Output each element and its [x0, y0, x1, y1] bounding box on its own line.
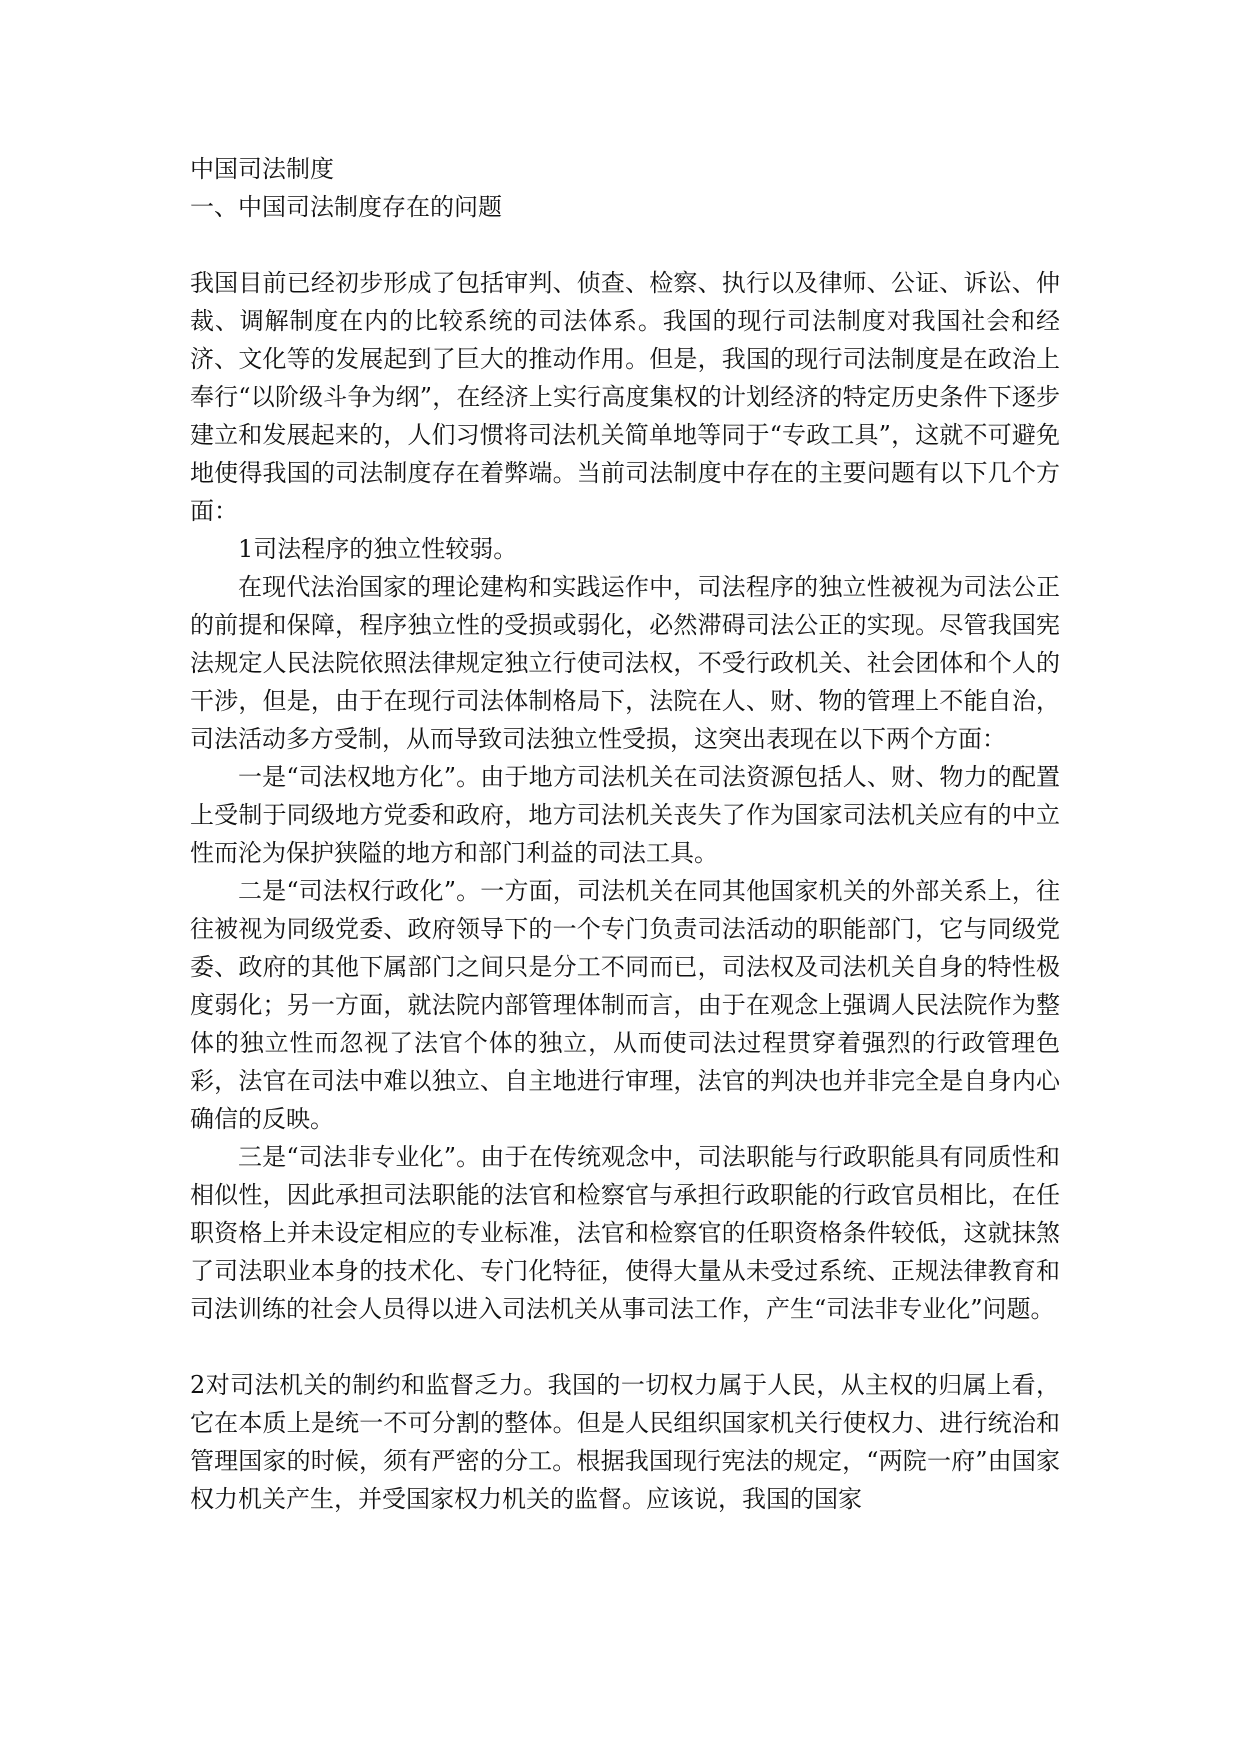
- intro-paragraph: 我国目前已经初步形成了包括审判、侦查、检察、执行以及律师、公证、诉讼、仲裁、调解制度在内的比较系统的司法体系。我国的现行司法制度对我国社会和经济、文化等的发展起到了巨大的推动作用。但是，我国的现行司法制度是在政治上奉行“以阶级斗争为纲”，在经济上实行高度集权的计划经济的特定历史条件下逐步建立和发展起来的，人们习惯将司法机关简单地等同于“专政工具”，这就不可避免地使得我国的司法制度存在着弊端。当前司法制度中存在的主要问题有以下几个方面：: [190, 269, 1060, 525]
- section-heading: 一、中国司法制度存在的问题: [190, 193, 502, 221]
- blank-line: [190, 226, 1060, 264]
- document-title: 中国司法制度: [190, 155, 334, 183]
- paragraph-independence: 在现代法治国家的理论建构和实践运作中，司法程序的独立性被视为司法公正的前提和保障，程序独立性的受损或弱化，必然滞碍司法公正的实现。尽管我国宪法规定人民法院依照法律规定独立行使司法权，不受行政机关、社会团体和个人的干涉，但是，由于在现行司法体制格局下，法院在人、财、物的管理上不能自治，司法活动多方受制，从而导致司法独立性受损，这突出表现在以下两个方面：: [190, 573, 1060, 753]
- paragraph-professionalization: 三是“司法非专业化”。由于在传统观念中，司法职能与行政职能具有同质性和相似性，因此承担司法职能的法官和检察官与承担行政职能的行政官员相比，在任职资格上并未设定相应的专业标准，法官和检察官的任职资格条件较低，这就抹煞了司法职业本身的技术化、专门化特征，使得大量从未受过系统、正规法律教育和司法训练的社会人员得以进入司法机关从事司法工作，产生“司法非专业化”问题。: [190, 1143, 1060, 1323]
- paragraph-localization: 一是“司法权地方化”。由于地方司法机关在司法资源包括人、财、物力的配置上受制于同级地方党委和政府，地方司法机关丧失了作为国家司法机关应有的中立性而沦为保护狭隘的地方和部门利益的司法工具。: [190, 763, 1060, 867]
- blank-line: [190, 1328, 1060, 1366]
- paragraph-supervision: 2对司法机关的制约和监督乏力。我国的一切权力属于人民，从主权的归属上看，它在本质上是统一不可分割的整体。但是人民组织国家机关行使权力、进行统治和管理国家的时候，须有严密的分工。根据我国现行宪法的规定，“两院一府”由国家权力机关产生，并受国家权力机关的监督。应该说，我国的国家: [190, 1371, 1060, 1513]
- subheading-judicial-independence: 1司法程序的独立性较弱。: [238, 535, 518, 563]
- document-page: [190, 150, 1060, 1518]
- paragraph-administration: 二是“司法权行政化”。一方面，司法机关在同其他国家机关的外部关系上，往往被视为同级党委、政府领导下的一个专门负责司法活动的职能部门，它与同级党委、政府的其他下属部门之间只是分工不同而已，司法权及司法机关自身的特性极度弱化；另一方面，就法院内部管理体制而言，由于在观念上强调人民法院作为整体的独立性而忽视了法官个体的独立，从而使司法过程贯穿着强烈的行政管理色彩，法官在司法中难以独立、自主地进行审理，法官的判决也并非完全是自身内心确信的反映。: [190, 877, 1060, 1133]
